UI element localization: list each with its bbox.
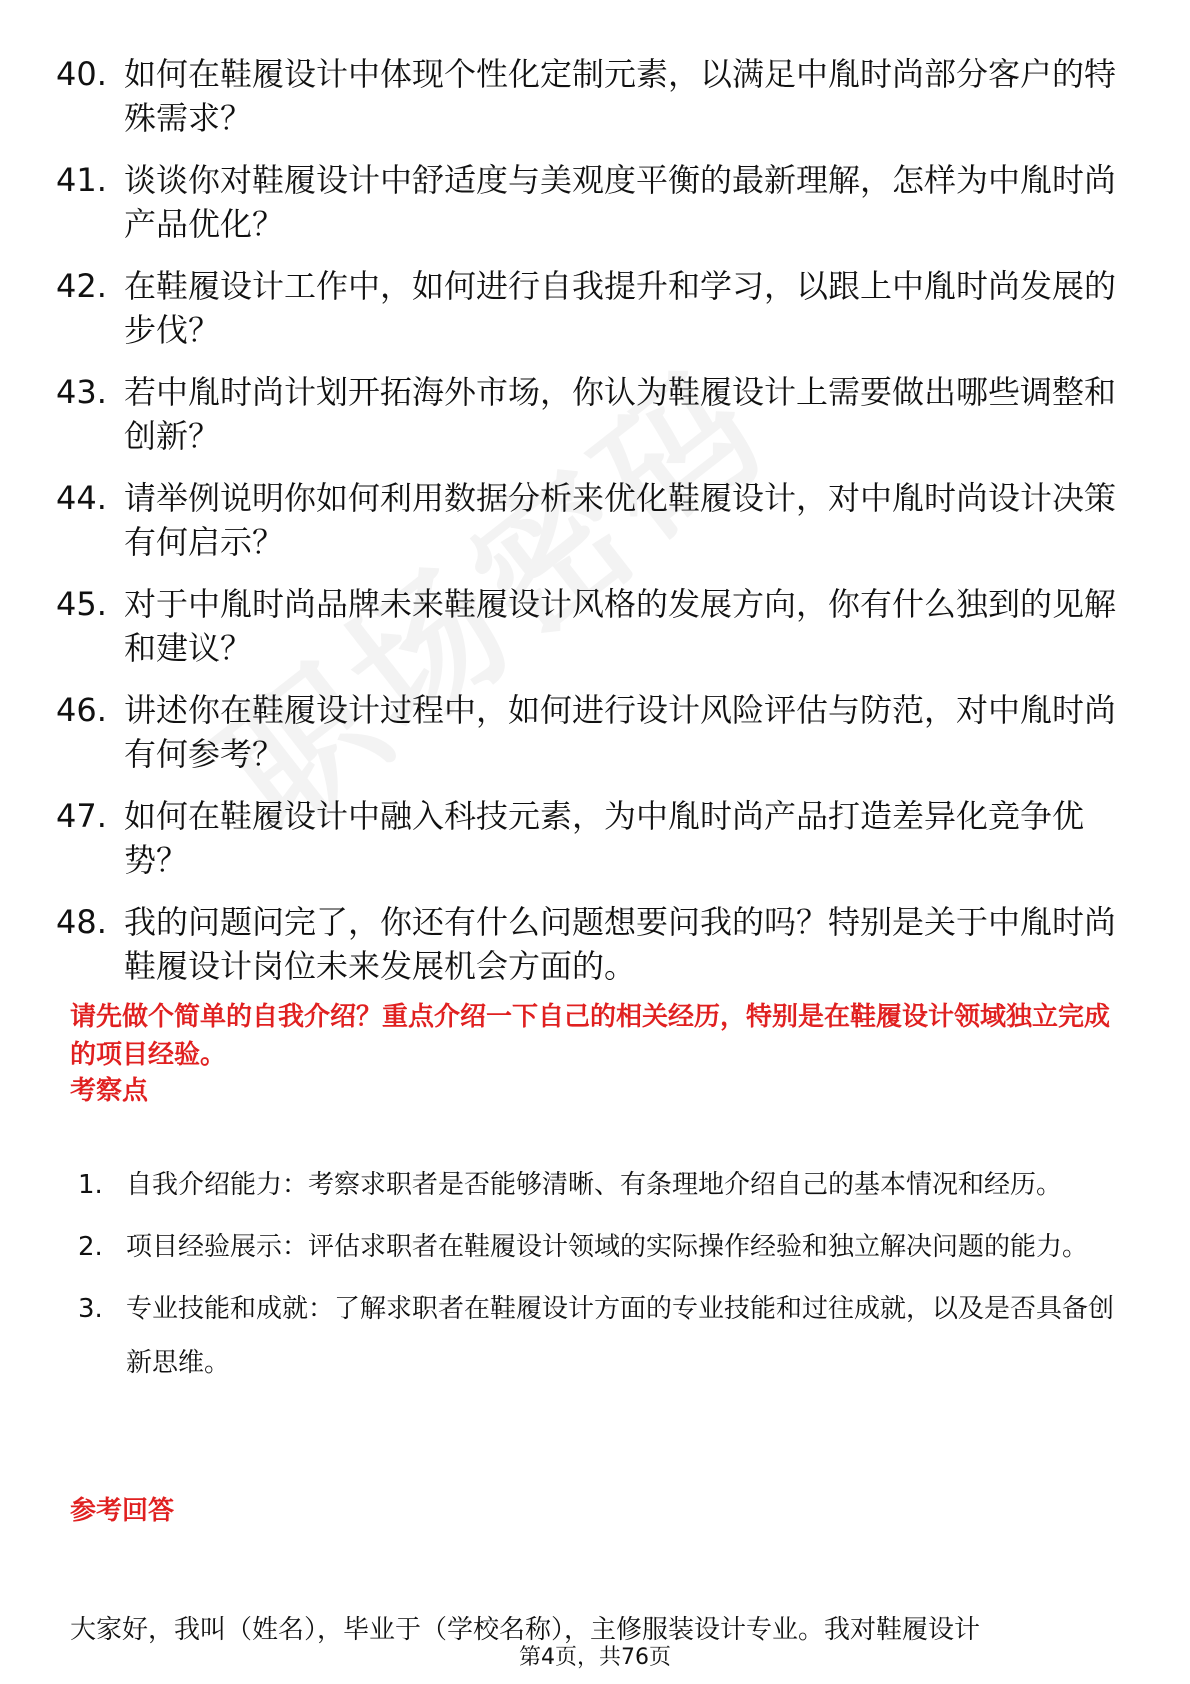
question-item (56, 794, 1116, 882)
question-number: 46. (56, 691, 107, 729)
question-item (56, 900, 1116, 988)
question-text: 讲述你在鞋履设计过程中，如何进行设计风险评估与防范，对中胤时尚有何参考？ (124, 691, 1117, 773)
question-number: 48. (56, 903, 107, 941)
question-item (56, 688, 1116, 776)
question-text: 如何在鞋履设计中体现个性化定制元素，以满足中胤时尚部分客户的特殊需求？ (124, 55, 1117, 137)
question-item (56, 582, 1116, 670)
question-number: 41. (56, 161, 107, 199)
question-list (56, 52, 1116, 1006)
question-item (56, 476, 1116, 564)
question-text: 如何在鞋履设计中融入科技元素，为中胤时尚产品打造差异化竞争优势？ (124, 797, 1085, 879)
points-list (78, 1158, 1128, 1398)
question-text: 我的问题问完了，你还有什么问题想要问我的吗？特别是关于中胤时尚鞋履设计岗位未来发展机会方面的。 (124, 903, 1117, 985)
section-title-points: 考察点 (70, 1076, 149, 1106)
question-item (56, 52, 1116, 140)
question-text: 在鞋履设计工作中，如何进行自我提升和学习，以跟上中胤时尚发展的步伐？ (124, 267, 1117, 349)
question-number: 47. (56, 797, 107, 835)
section-title-answer: 参考回答 (70, 1496, 175, 1526)
question-text: 对于中胤时尚品牌未来鞋履设计风格的发展方向，你有什么独到的见解和建议？ (124, 585, 1117, 667)
point-number: 1. (78, 1170, 103, 1200)
question-text: 请举例说明你如何利用数据分析来优化鞋履设计，对中胤时尚设计决策有何启示？ (124, 479, 1117, 561)
point-text: 专业技能和成就：了解求职者在鞋履设计方面的专业技能和过往成就，以及是否具备创新思维。 (126, 1294, 1115, 1378)
answer-text: 大家好，我叫（姓名），毕业于（学校名称），主修服装设计专业。我对鞋履设计 (70, 1615, 981, 1645)
point-item (78, 1282, 1128, 1390)
question-item (56, 264, 1116, 352)
point-number: 2. (78, 1232, 103, 1262)
page-footer: 第4页，共76页 (519, 1645, 671, 1670)
question-number: 42. (56, 267, 107, 305)
question-text: 若中胤时尚计划开拓海外市场，你认为鞋履设计上需要做出哪些调整和创新？ (124, 373, 1117, 455)
question-number: 40. (56, 55, 107, 93)
point-item (78, 1220, 1128, 1274)
question-number: 43. (56, 373, 107, 411)
question-number: 44. (56, 479, 107, 517)
intro-question: 请先做个简单的自我介绍？重点介绍一下自己的相关经历，特别是在鞋履设计领域独立完成的项目经验。 (70, 1002, 1111, 1070)
point-number: 3. (78, 1294, 103, 1324)
question-item (56, 158, 1116, 246)
point-item (78, 1158, 1128, 1212)
question-text: 谈谈你对鞋履设计中舒适度与美观度平衡的最新理解，怎样为中胤时尚产品优化？ (124, 161, 1117, 243)
question-item (56, 370, 1116, 458)
question-number: 45. (56, 585, 107, 623)
point-text: 项目经验展示：评估求职者在鞋履设计领域的实际操作经验和独立解决问题的能力。 (126, 1232, 1089, 1262)
point-text: 自我介绍能力：考察求职者是否能够清晰、有条理地介绍自己的基本情况和经历。 (126, 1170, 1063, 1200)
